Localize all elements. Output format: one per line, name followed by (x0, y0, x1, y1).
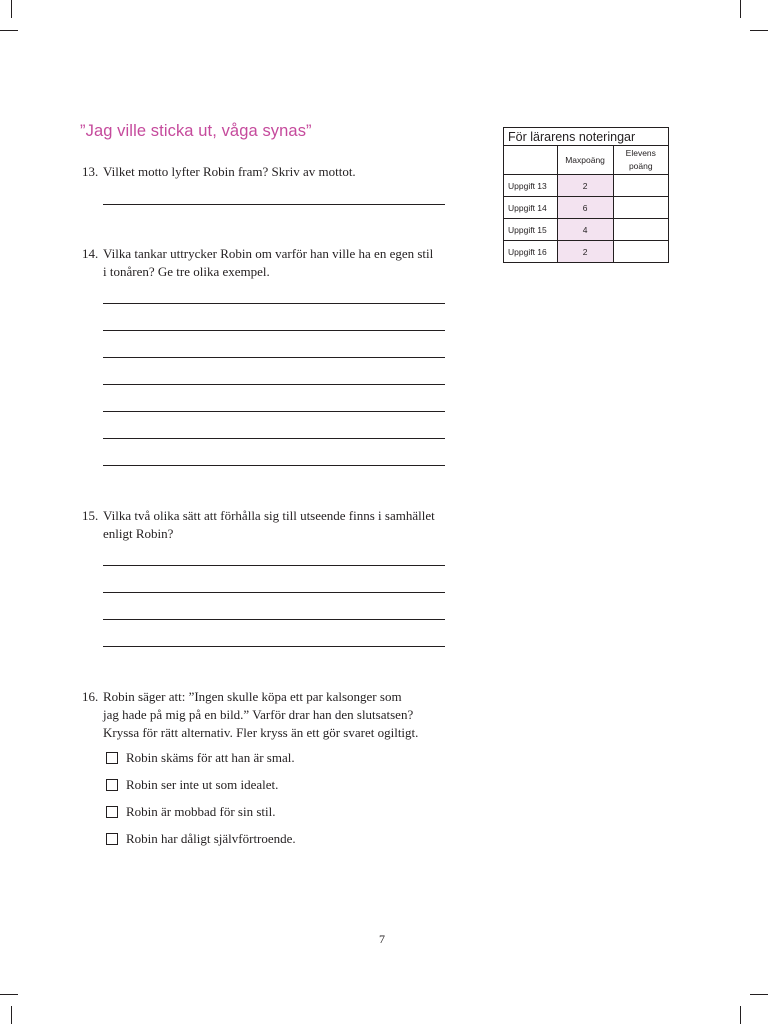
crop-mark (740, 1006, 741, 1024)
checkbox[interactable] (106, 752, 118, 764)
answer-option[interactable] (106, 804, 276, 820)
answer-option[interactable] (106, 831, 296, 847)
checkbox[interactable] (106, 833, 118, 845)
max-points: 4 (557, 219, 613, 241)
student-points-cell[interactable] (613, 241, 668, 263)
checkbox[interactable] (106, 806, 118, 818)
question-line: jag hade på mig på en bild.” Varför drar han den slutsatsen? (103, 707, 414, 722)
notes-title: För lärarens noteringar (504, 128, 669, 146)
teacher-notes-table (503, 127, 669, 263)
option-label: Robin ser inte ut som idealet. (126, 777, 279, 792)
answer-line[interactable] (103, 330, 445, 331)
answer-option[interactable] (106, 777, 278, 793)
question-line: Vilket motto lyfter Robin fram? Skriv av mottot. (103, 164, 356, 179)
task-label: Uppgift 16 (504, 241, 558, 263)
answer-line[interactable] (103, 303, 445, 304)
question-number: 16. (82, 689, 99, 704)
student-points-header-line: poäng (628, 161, 653, 171)
checkbox[interactable] (106, 779, 118, 791)
answer-line[interactable] (103, 357, 445, 358)
answer-line[interactable] (103, 646, 445, 647)
question-13 (82, 163, 463, 181)
question-14 (82, 245, 463, 281)
page-number: 7 (379, 932, 385, 946)
question-text (103, 245, 463, 281)
task-label: Uppgift 15 (504, 219, 558, 241)
student-points-header (613, 146, 668, 175)
question-number: 13. (82, 164, 99, 179)
crop-mark (0, 994, 18, 995)
answer-line[interactable] (103, 619, 445, 620)
crop-mark (750, 30, 768, 31)
question-line: Kryssa för rätt alternativ. Fler kryss än ett gör svaret ogiltigt. (103, 725, 419, 740)
answer-line[interactable] (103, 592, 445, 593)
crop-mark (750, 994, 768, 995)
question-line: Vilka två olika sätt att förhålla sig till utseende finns i samhället (103, 508, 435, 523)
table-row (504, 241, 669, 263)
table-row (504, 175, 669, 197)
answer-line[interactable] (103, 565, 445, 566)
question-text (103, 163, 463, 181)
option-label: Robin har dåligt självförtroende. (126, 831, 296, 846)
table-row (504, 197, 669, 219)
question-number: 15. (82, 508, 99, 523)
student-points-cell[interactable] (613, 219, 668, 241)
answer-line[interactable] (103, 411, 445, 412)
max-points: 2 (557, 241, 613, 263)
answer-line[interactable] (103, 384, 445, 385)
answer-line[interactable] (103, 438, 445, 439)
task-label: Uppgift 14 (504, 197, 558, 219)
section-title: ”Jag ville sticka ut, våga synas” (80, 122, 312, 140)
question-16 (82, 688, 463, 742)
option-label: Robin är mobbad för sin stil. (126, 804, 276, 819)
option-label: Robin skäms för att han är smal. (126, 750, 295, 765)
student-points-header-line: Elevens (625, 148, 656, 158)
student-points-cell[interactable] (613, 175, 668, 197)
question-line: i tonåren? Ge tre olika exempel. (103, 264, 270, 279)
max-points: 6 (557, 197, 613, 219)
question-line: Robin säger att: ”Ingen skulle köpa ett par kalsonger som (103, 689, 402, 704)
table-row (504, 219, 669, 241)
crop-mark (11, 0, 12, 18)
crop-mark (0, 30, 18, 31)
max-points-header: Maxpoäng (557, 146, 613, 175)
crop-mark (11, 1006, 12, 1024)
answer-line[interactable] (103, 465, 445, 466)
question-text (103, 507, 463, 543)
crop-mark (740, 0, 741, 18)
question-line: Vilka tankar uttrycker Robin om varför han ville ha en egen stil (103, 246, 434, 261)
answer-option[interactable] (106, 750, 295, 766)
question-text (103, 688, 463, 742)
question-line: enligt Robin? (103, 526, 174, 541)
max-points: 2 (557, 175, 613, 197)
empty-header-cell (504, 146, 558, 175)
question-number: 14. (82, 246, 99, 261)
task-label: Uppgift 13 (504, 175, 558, 197)
answer-line[interactable] (103, 204, 445, 205)
student-points-cell[interactable] (613, 197, 668, 219)
question-15 (82, 507, 463, 543)
